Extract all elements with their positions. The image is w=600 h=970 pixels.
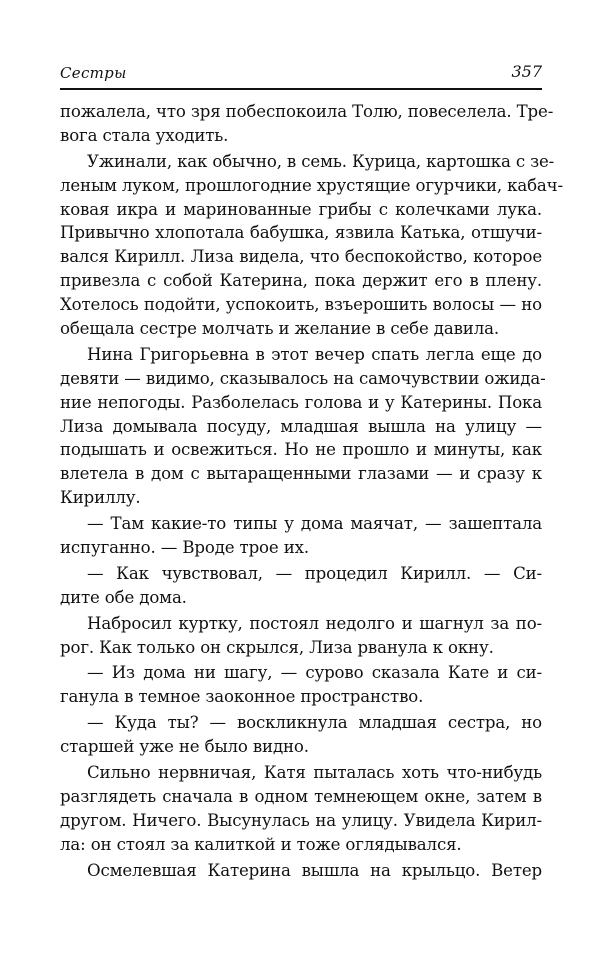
text-line: привезла с собой Катерина, пока держит его в плену. bbox=[60, 271, 542, 291]
text-line: Осмелевшая Катерина вышла на крыльцо. Ветер bbox=[87, 860, 542, 880]
text-line: Привычно хлопотала бабушка, язвила Катька, отшучи- bbox=[60, 223, 542, 243]
running-head bbox=[60, 62, 542, 90]
text-line: испуганно. — Вроде трое их. bbox=[60, 538, 309, 558]
text-line: Набросил куртку, постоял недолго и шагнул за по- bbox=[87, 613, 542, 633]
text-line: старшей уже не было видно. bbox=[60, 737, 309, 757]
text-line: — Там какие-то типы у дома маячат, — зашептала bbox=[87, 514, 542, 534]
text-line: подышать и освежиться. Но не прошло и минуты, как bbox=[60, 440, 542, 460]
text-line: влетела в дом с вытаращенными глазами — и сразу к bbox=[60, 464, 542, 484]
running-head-title: Сестры bbox=[60, 64, 127, 82]
text-line: другом. Ничего. Высунулась на улицу. Увидела Кирил- bbox=[60, 810, 542, 830]
text-line: ковая икра и маринованные грибы с колечками лука. bbox=[60, 199, 542, 219]
text-line: Ужинали, как обычно, в семь. Курица, картошка с зе- bbox=[87, 151, 555, 171]
text-line: разглядеть сначала в одном темнеющем окне, затем в bbox=[60, 786, 542, 806]
text-line: девяти — видимо, сказывалось на самочувствии ожида- bbox=[60, 368, 546, 388]
text-line: ла: он стоял за калиткой и тоже оглядывался. bbox=[60, 834, 462, 854]
text-line: ганула в темное заоконное пространство. bbox=[60, 687, 424, 707]
text-line: ние непогоды. Разболелась голова и у Катерины. Пока bbox=[60, 392, 542, 412]
text-line: леным луком, прошлогодние хрустящие огурчики, кабач- bbox=[60, 175, 563, 195]
text-line: Кириллу. bbox=[60, 488, 141, 508]
text-line: — Из дома ни шагу, — сурово сказала Кате и си- bbox=[87, 663, 542, 683]
text-line: Сильно нервничая, Катя пыталась хоть что-нибудь bbox=[87, 763, 542, 783]
text-line: — Как чувствовал, — процедил Кирилл. — Си- bbox=[87, 563, 542, 583]
text-line: Лиза домывала посуду, младшая вышла на улицу — bbox=[60, 416, 542, 436]
text-line: вога стала уходить. bbox=[60, 125, 229, 145]
body-text bbox=[60, 100, 563, 883]
text-line: вался Кирилл. Лиза видела, что беспокойство, которое bbox=[60, 247, 542, 267]
text-line: пожалела, что зря побеспокоила Толю, повеселела. Тре- bbox=[60, 102, 554, 121]
text-line: обещала сестре молчать и желание в себе давила. bbox=[60, 319, 499, 339]
text-line: Нина Григорьевна в этот вечер спать легла еще до bbox=[87, 344, 542, 364]
page-number: 357 bbox=[511, 62, 542, 81]
text-line: Хотелось подойти, успокоить, взъерошить волосы — но bbox=[60, 295, 542, 315]
text-line: — Куда ты? — воскликнула младшая сестра, но bbox=[87, 713, 542, 733]
text-line: дите обе дома. bbox=[60, 587, 187, 607]
text-line: рог. Как только он скрылся, Лиза рванула к окну. bbox=[60, 637, 494, 657]
